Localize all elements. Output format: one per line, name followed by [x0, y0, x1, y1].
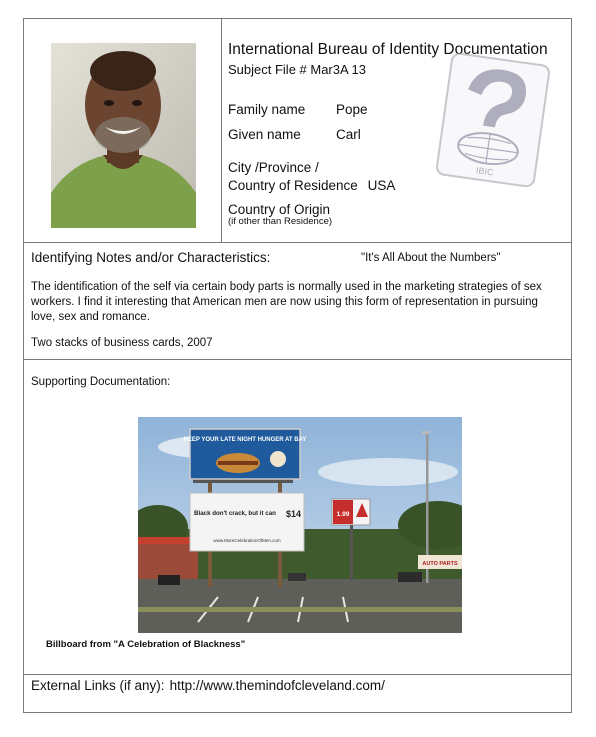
supporting-documentation-heading: Supporting Documentation:	[31, 376, 171, 388]
country-origin-label: Country of Origin	[228, 202, 331, 217]
billboard-price: $14	[286, 509, 302, 519]
family-name-value: Pope	[336, 102, 368, 117]
question-mark-seal-icon	[434, 53, 552, 187]
billboard-bottom-text: Black don't crack, but it can	[194, 510, 276, 517]
billboard-top-text: KEEP YOUR LATE NIGHT HUNGER AT BAY	[183, 437, 307, 443]
country-origin-note: (if other than Residence)	[228, 216, 333, 227]
notes-paragraph: The identification of the self via certain body parts is normally used in the marketing strategies of sex workers. I find it interesting that American men are now using this form of representation in pursuing love, sex and romance.	[31, 281, 542, 323]
notes-paragraph-2: Two stacks of business cards, 2007	[31, 337, 213, 349]
family-name-field	[228, 102, 368, 117]
country-residence-label: Country of Residence	[228, 178, 358, 193]
organization-title: International Bureau of Identity Documentation	[228, 41, 548, 58]
work-title: "It's All About the Numbers"	[361, 252, 501, 264]
billboard-caption: Billboard from "A Celebration of Blackness"	[46, 639, 246, 650]
country-residence-value: USA	[367, 178, 396, 193]
external-links	[31, 678, 385, 693]
section-divider	[24, 242, 571, 243]
billboard-site: www.MoreCelebrationOfMen.com	[213, 538, 281, 543]
section-divider	[24, 674, 571, 675]
subject-file-number: Subject File # Mar3A 13	[228, 62, 367, 77]
column-divider	[221, 19, 222, 242]
section-divider	[24, 359, 571, 360]
country-residence-field	[228, 178, 395, 193]
given-name-label: Given name	[228, 127, 301, 142]
notes-heading: Identifying Notes and/or Characteristics:	[31, 250, 271, 265]
given-name-value: Carl	[336, 127, 361, 142]
external-link-url[interactable]: http://www.themindofcleveland.com/	[169, 678, 385, 693]
gas-sign-price: 1.99	[336, 511, 350, 518]
external-links-label: External Links (if any):	[31, 678, 165, 693]
identity-card	[23, 18, 572, 713]
seal-text: IBIC	[475, 165, 495, 178]
given-name-field	[228, 127, 361, 142]
city-province-label: City /Province /	[228, 160, 319, 175]
subject-photo	[51, 43, 196, 228]
family-name-label: Family name	[228, 102, 306, 117]
store-sign: AUTO PARTS	[422, 561, 458, 567]
billboard-photo	[138, 417, 462, 633]
identity-header-section	[24, 19, 571, 242]
